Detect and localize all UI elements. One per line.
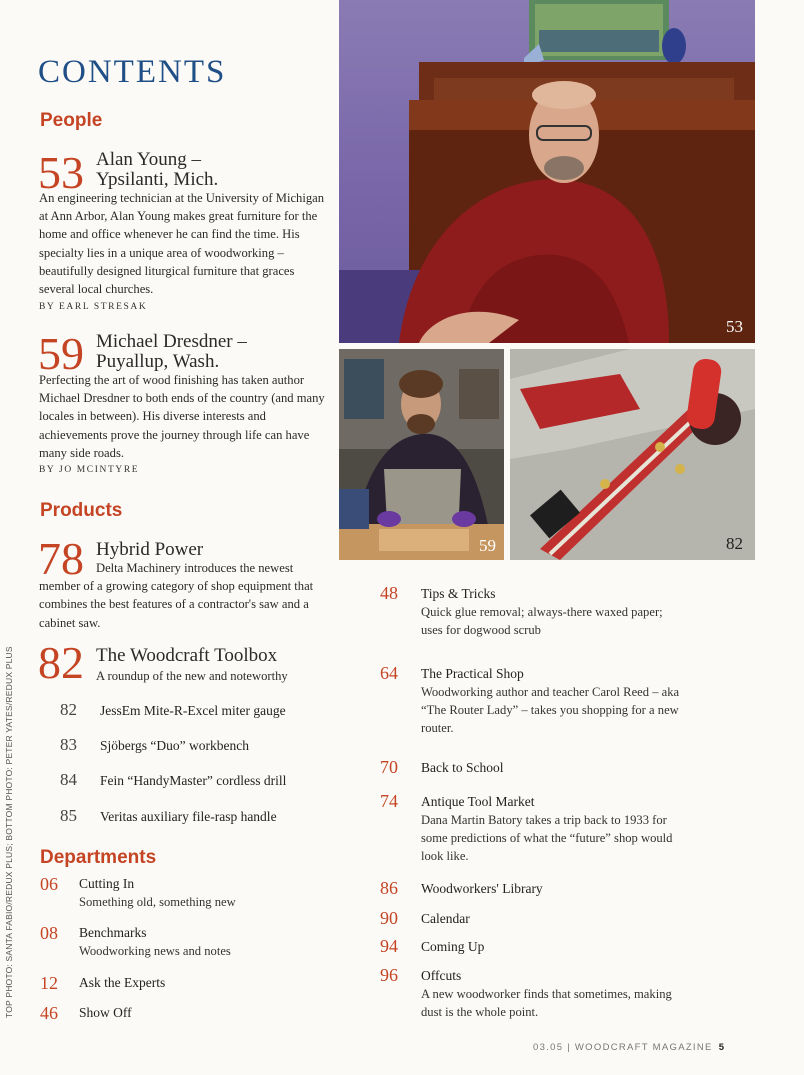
department-title: Coming Up: [421, 939, 485, 954]
department-page-number: 90: [380, 908, 398, 928]
department-page-number: 12: [40, 973, 58, 993]
page-title: CONTENTS: [38, 54, 227, 90]
toolbox-label: Veritas auxiliary file-rasp handle: [100, 809, 277, 824]
department-title: Benchmarks: [79, 925, 147, 940]
feature-title: Hybrid Power: [96, 539, 204, 560]
feature-summary: A roundup of the new and noteworthy: [96, 669, 288, 683]
photo-alan-young: [339, 0, 755, 343]
feature-title-line2: Puyallup, Wash.: [96, 351, 220, 372]
department-page-number: 70: [380, 757, 398, 777]
toolbox-item[interactable]: [60, 700, 286, 720]
feature-title: Michael Dresdner –: [96, 331, 247, 352]
department-page-number: 94: [380, 936, 398, 956]
feature-page-number: 59: [38, 328, 84, 379]
toolbox-label: Sjöbergs “Duo” workbench: [100, 738, 249, 753]
feature-page-number: 82: [38, 637, 84, 688]
feature-summary: An engineering technician at the University of Michigan at Ann Arbor, Alan Young makes great furniture for the home and office whenever he can find the time. His specialty lies in a unique area of woodworking – beautifully designed liturgical furniture that graces several local churches.: [39, 191, 325, 297]
section-heading-people: People: [40, 110, 103, 131]
department-page-number: 46: [40, 1003, 58, 1023]
department-title: Back to School: [421, 760, 504, 775]
feature-title: Alan Young –: [96, 149, 202, 170]
photo-michael-dresdner-art: [339, 349, 504, 560]
feature-summary: Delta Machinery introduces the newest member of a growing category of shop equipment that combines the best features of a contractor's saw and a cabinet saw.: [39, 561, 314, 630]
department-desc: Quick glue removal; always-there waxed paper; uses for dogwood scrub: [421, 605, 663, 637]
toolbox-page-number: 85: [60, 806, 77, 825]
toolbox-label: Fein “HandyMaster” cordless drill: [100, 773, 287, 788]
feature-page-number: 78: [38, 533, 84, 584]
toolbox-page-number: 83: [60, 735, 77, 754]
department-desc: Woodworking news and notes: [79, 944, 231, 958]
toolbox-page-number: 82: [60, 700, 77, 719]
photo-miter-gauge-art: [510, 349, 755, 560]
department-title: Antique Tool Market: [421, 794, 535, 809]
feature-title: The Woodcraft Toolbox: [96, 645, 278, 666]
department-desc: Something old, something new: [79, 895, 236, 909]
toolbox-item[interactable]: [60, 770, 286, 790]
photo-michael-dresdner: [339, 349, 504, 560]
footer-issue-label: 03.05 | WOODCRAFT MAGAZINE: [533, 1042, 713, 1053]
department-page-number: 48: [380, 583, 398, 603]
department-title: Tips & Tricks: [421, 586, 496, 601]
feature-byline: BY JO MCINTYRE: [39, 465, 140, 475]
department-page-number: 86: [380, 878, 398, 898]
photo-alan-young-art: [339, 0, 755, 343]
toolbox-page-number: 84: [60, 770, 77, 789]
department-page-number: 96: [380, 965, 398, 985]
department-title: Cutting In: [79, 876, 135, 891]
feature-title-line2: Ypsilanti, Mich.: [96, 169, 219, 190]
toolbox-item[interactable]: [60, 735, 249, 755]
department-title: Ask the Experts: [79, 975, 166, 990]
photo-credit: TOP PHOTO: SANTA FABIO/REDUX PLUS; BOTTOM PHOTO: PETER YATES/REDUX PLUS: [4, 646, 14, 1018]
department-desc: Dana Martin Batory takes a trip back to 1933 for some predictions of what the “future” shop would look like.: [421, 813, 673, 863]
photo-miter-gauge: [510, 349, 755, 560]
feature-page-number: 53: [38, 147, 84, 198]
section-heading-products: Products: [40, 500, 123, 521]
department-page-number: 08: [40, 923, 58, 943]
department-title: Calendar: [421, 911, 470, 926]
department-title: Show Off: [79, 1005, 132, 1020]
department-page-number: 06: [40, 874, 58, 894]
department-page-number: 64: [380, 663, 398, 683]
section-heading-departments: Departments: [40, 847, 157, 868]
department-title: Woodworkers' Library: [421, 881, 543, 896]
department-title: The Practical Shop: [421, 666, 524, 681]
footer-page-number: 5: [718, 1042, 726, 1053]
department-desc: A new woodworker finds that sometimes, making dust is the whole point.: [421, 987, 672, 1019]
department-title: Offcuts: [421, 968, 462, 983]
toolbox-label: JessEm Mite-R-Excel miter gauge: [100, 703, 286, 718]
photo-page-label: 82: [726, 534, 743, 553]
department-page-number: 74: [380, 791, 398, 811]
photo-page-label: 53: [726, 317, 743, 336]
photo-page-label: 59: [479, 536, 496, 555]
toolbox-item[interactable]: [60, 806, 277, 826]
feature-byline: BY EARL STRESAK: [39, 302, 148, 312]
page-footer: [533, 1042, 725, 1053]
department-desc: Woodworking author and teacher Carol Reed – aka “The Router Lady” – takes you shopping for a new router.: [421, 685, 680, 735]
feature-summary: Perfecting the art of wood finishing has taken author Michael Dresdner to both ends of the country (and many locales in between). His diverse interests and achievements prove the journey through life can have many side roads.: [39, 373, 325, 460]
